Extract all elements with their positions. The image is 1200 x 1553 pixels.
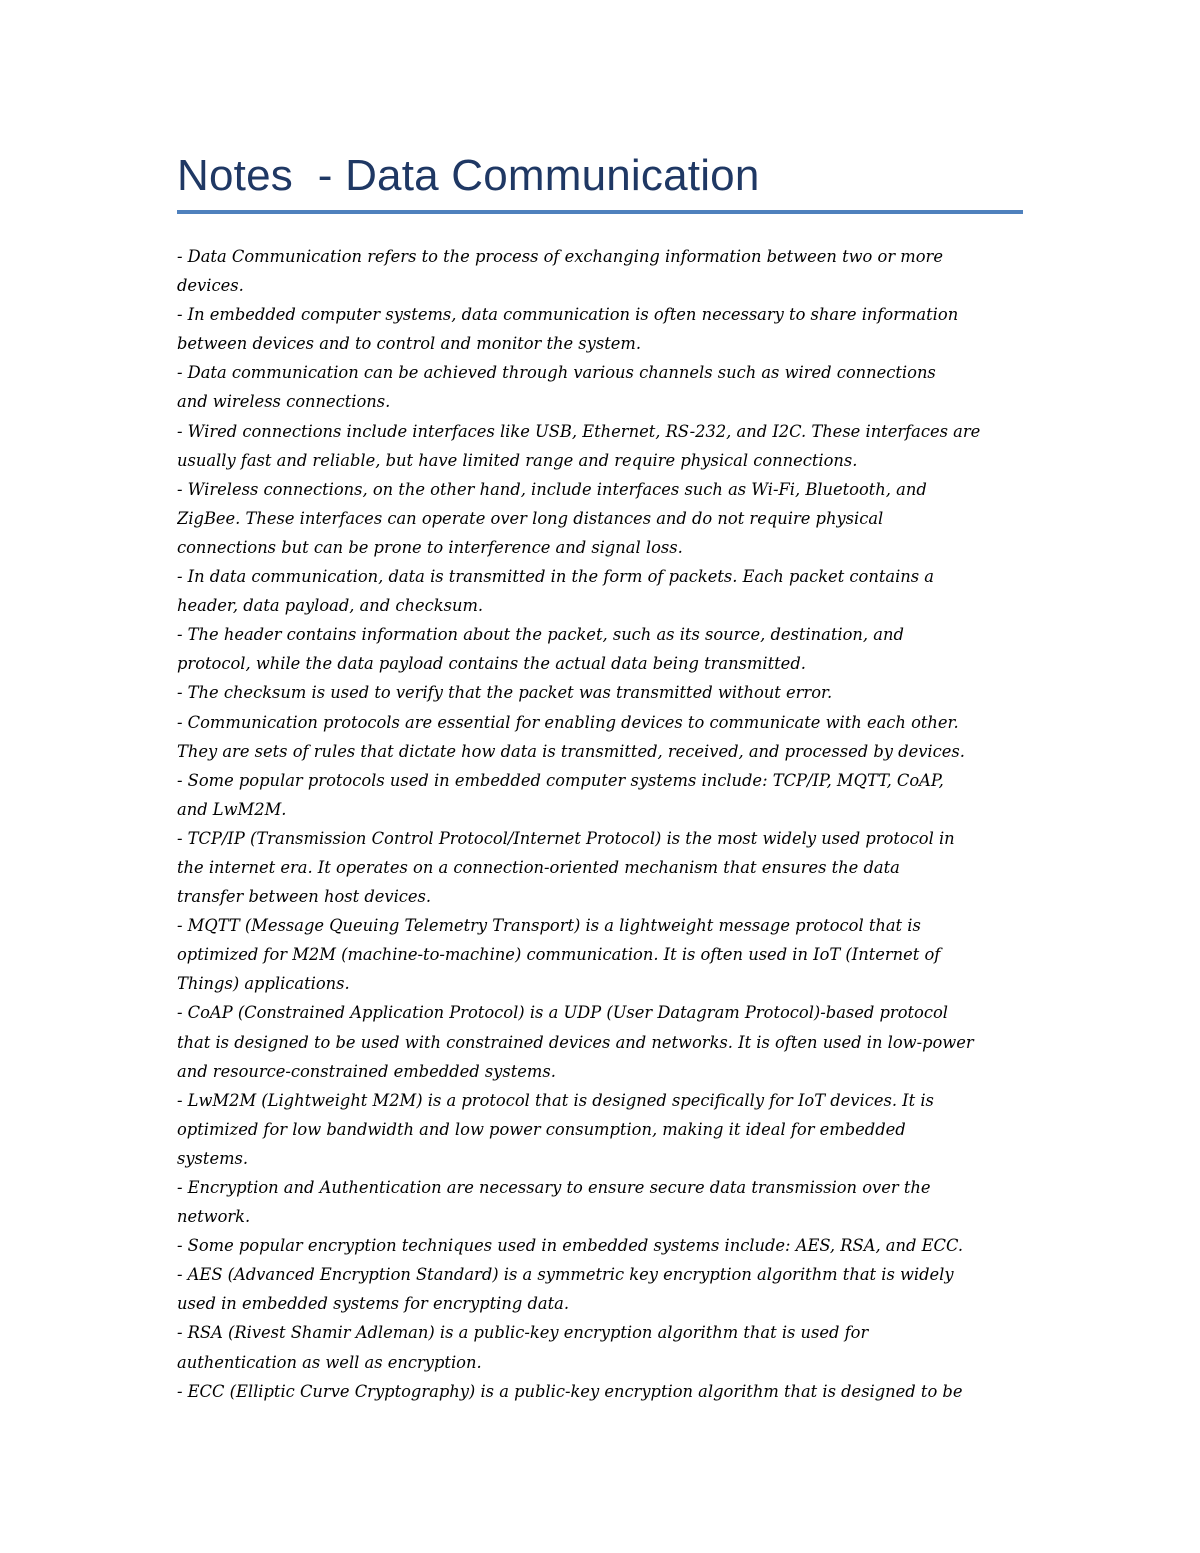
body-line: - Some popular protocols used in embedded computer systems include: TCP/IP, MQTT, CoAP, (177, 770, 944, 790)
notes-body (177, 242, 1023, 1406)
body-line: - Some popular encryption techniques used in embedded systems include: AES, RSA, and ECC. (177, 1236, 963, 1256)
body-line: - The checksum is used to verify that the packet was transmitted without error. (177, 683, 833, 703)
body-line: usually fast and reliable, but have limited range and require physical connections. (177, 450, 858, 470)
body-line: - Wireless connections, on the other hand, include interfaces such as Wi-Fi, Bluetooth, and (177, 479, 927, 499)
body-line: network. (177, 1207, 251, 1227)
body-line: - LwM2M (Lightweight M2M) is a protocol that is designed specifically for IoT devices. It is (177, 1090, 934, 1110)
page-title: Notes - Data Communication (177, 151, 760, 200)
body-line: ZigBee. These interfaces can operate over long distances and do not require physical (177, 508, 884, 528)
body-line: - ECC (Elliptic Curve Cryptography) is a public-key encryption algorithm that is designed to be (177, 1381, 963, 1401)
body-line: systems. (177, 1148, 249, 1168)
body-line: used in embedded systems for encrypting data. (177, 1294, 570, 1314)
body-line: connections but can be prone to interference and signal loss. (177, 537, 683, 557)
body-line: - In embedded computer systems, data communication is often necessary to share information (177, 305, 959, 325)
body-line: - CoAP (Constrained Application Protocol) is a UDP (User Datagram Protocol)-based protocol (177, 1003, 948, 1023)
body-line: protocol, while the data payload contains the actual data being transmitted. (177, 654, 806, 674)
body-line: between devices and to control and monitor the system. (177, 334, 642, 354)
body-line: - TCP/IP (Transmission Control Protocol/Internet Protocol) is the most widely used protocol in (177, 828, 955, 848)
body-line: the internet era. It operates on a connection-oriented mechanism that ensures the data (177, 857, 900, 877)
body-line: that is designed to be used with constrained devices and networks. It is often used in low-power (177, 1032, 974, 1052)
body-line: - In data communication, data is transmitted in the form of packets. Each packet contains a (177, 567, 934, 587)
body-line: optimized for low bandwidth and low power consumption, making it ideal for embedded (177, 1119, 906, 1139)
body-line: - Communication protocols are essential for enabling devices to communicate with each other. (177, 712, 959, 732)
body-line: devices. (177, 276, 244, 296)
body-line: - Encryption and Authentication are necessary to ensure secure data transmission over the (177, 1178, 931, 1197)
body-line: - RSA (Rivest Shamir Adleman) is a public-key encryption algorithm that is used for (177, 1323, 869, 1343)
body-line: - The header contains information about the packet, such as its source, destination, and (177, 625, 904, 645)
body-line: - MQTT (Message Queuing Telemetry Transport) is a lightweight message protocol that is (177, 916, 921, 936)
body-line: and resource-constrained embedded systems. (177, 1061, 556, 1081)
body-line: optimized for M2M (machine-to-machine) communication. It is often used in IoT (Internet of (177, 945, 941, 965)
body-line: - Wired connections include interfaces like USB, Ethernet, RS-232, and I2C. These interfaces are (177, 421, 981, 441)
body-line: Things) applications. (177, 974, 350, 994)
body-line: and wireless connections. (177, 392, 391, 412)
body-line: authentication as well as encryption. (177, 1352, 482, 1372)
body-line: - Data Communication refers to the process of exchanging information between two or more (177, 247, 943, 266)
body-line: - AES (Advanced Encryption Standard) is a symmetric key encryption algorithm that is widely (177, 1265, 954, 1285)
body-line: They are sets of rules that dictate how data is transmitted, received, and processed by devices. (177, 741, 965, 761)
title-underline (177, 210, 1023, 214)
body-line: and LwM2M. (177, 799, 287, 819)
document-content (177, 148, 1023, 1406)
body-line: header, data payload, and checksum. (177, 596, 484, 616)
body-line: transfer between host devices. (177, 887, 432, 907)
body-line: - Data communication can be achieved through various channels such as wired connections (177, 363, 936, 383)
